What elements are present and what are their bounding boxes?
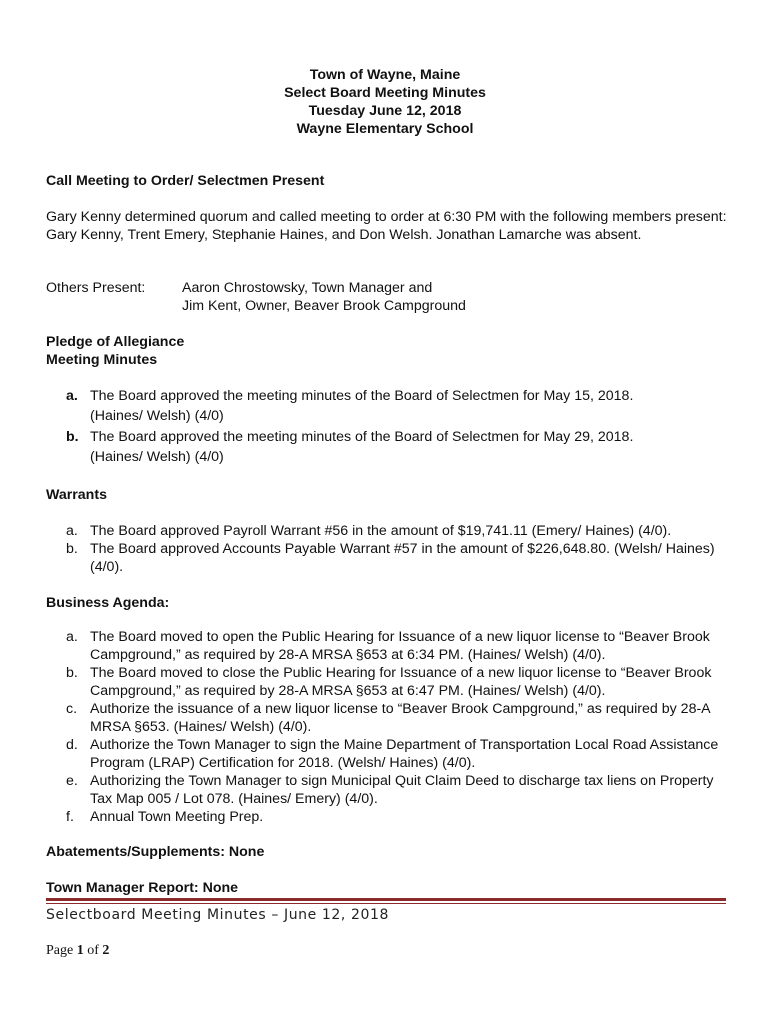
others-present-label: Others Present:: [46, 280, 146, 296]
title-location: Wayne Elementary School: [296, 121, 474, 137]
list-item-text: The Board approved the meeting minutes of the Board of Selectmen for May 15, 2018.: [90, 388, 634, 404]
list-marker: d.: [66, 737, 78, 753]
list-marker: c.: [66, 701, 78, 717]
title-date: Tuesday June 12, 2018: [308, 103, 462, 119]
warrants-heading: Warrants: [46, 487, 107, 503]
list-item: [46, 386, 726, 426]
others-present-line: Aaron Chrostowsky, Town Manager and: [182, 280, 433, 296]
document-title-block: [0, 66, 770, 138]
abatements-heading: Abatements/Supplements: None: [46, 844, 265, 860]
business-agenda-list: [46, 628, 726, 826]
list-item-text: The Board moved to close the Public Hearing for Issuance of a new liquor license to “Beaver Brook Campground,” as required by 28-A MRSA §653 at 6:47 PM. (Haines/ Welsh) (4/0).: [90, 665, 712, 699]
list-item-text: The Board approved Accounts Payable Warrant #57 in the amount of $226,648.80. (Welsh/ Haines) (4/0).: [90, 541, 715, 575]
list-item-text: Annual Town Meeting Prep.: [90, 809, 264, 825]
list-item-text: The Board approved Payroll Warrant #56 in the amount of $19,741.11 (Emery/ Haines) (4/0).: [90, 523, 672, 539]
page-number-of: of: [87, 943, 99, 958]
list-item: [46, 427, 726, 467]
footer-title: Selectboard Meeting Minutes – June 12, 2018: [46, 907, 390, 923]
pledge-heading: Pledge of Allegiance: [46, 334, 185, 350]
list-item-text: Authorize the Town Manager to sign the Maine Department of Transportation Local Road Assistance Program (LRAP) Certification for 2018. (Welsh/ Haines) (4/0).: [90, 737, 719, 771]
list-item-text: Authorizing the Town Manager to sign Municipal Quit Claim Deed to discharge tax liens on Property Tax Map 005 / Lot 078. (Haines/ Emery) (4/0).: [90, 773, 714, 807]
list-marker: f.: [66, 809, 74, 825]
town-manager-report-heading: Town Manager Report: None: [46, 880, 239, 896]
others-present-list: [182, 279, 466, 315]
list-item-text: The Board moved to open the Public Hearing for Issuance of a new liquor license to “Beaver Brook Campground,” as required by 28-A MRSA §653 at 6:34 PM. (Haines/ Welsh) (4/0).: [90, 629, 710, 663]
list-marker: b.: [66, 429, 79, 445]
list-item: [46, 540, 726, 576]
list-marker: e.: [66, 773, 78, 789]
page-number-prefix: Page: [46, 943, 74, 958]
list-marker: b.: [66, 665, 78, 681]
title-town: Town of Wayne, Maine: [309, 67, 461, 83]
list-item: [46, 664, 726, 700]
list-item-vote: (Haines/ Welsh) (4/0): [90, 408, 224, 424]
list-item: [46, 522, 726, 540]
footer-divider-thin: [46, 903, 726, 904]
list-marker: a.: [66, 523, 78, 539]
page-number-total: 2: [102, 943, 110, 958]
list-item: [46, 808, 726, 826]
list-marker: b.: [66, 541, 78, 557]
list-item-vote: (Haines/ Welsh) (4/0): [90, 449, 224, 465]
minutes-list: [46, 386, 726, 468]
page-number-current: 1: [76, 943, 84, 958]
page-number: [46, 942, 109, 960]
call-to-order-text: Gary Kenny determined quorum and called meeting to order at 6:30 PM with the following members present: Gary Kenny, Trent Emery, Stephanie Haines, and Don Welsh. Jonathan Lamarche was absent.: [46, 209, 727, 243]
list-item: [46, 628, 726, 664]
footer-divider: [46, 898, 726, 901]
list-item-text: Authorize the issuance of a new liquor license to “Beaver Brook Campground,” as required by 28-A MRSA §653. (Haines/ Welsh) (4/0).: [90, 701, 710, 735]
list-item-text: The Board approved the meeting minutes of the Board of Selectmen for May 29, 2018.: [90, 429, 634, 445]
list-item: [46, 736, 726, 772]
business-agenda-heading: Business Agenda:: [46, 595, 170, 611]
list-item: [46, 700, 726, 736]
minutes-heading: Meeting Minutes: [46, 352, 158, 368]
title-meeting: Select Board Meeting Minutes: [284, 85, 486, 101]
others-present-line: Jim Kent, Owner, Beaver Brook Campground: [182, 298, 466, 314]
list-marker: a.: [66, 388, 78, 404]
list-marker: a.: [66, 629, 78, 645]
list-item: [46, 772, 726, 808]
call-to-order-heading: Call Meeting to Order/ Selectmen Present: [46, 173, 325, 189]
warrants-list: [46, 522, 726, 576]
